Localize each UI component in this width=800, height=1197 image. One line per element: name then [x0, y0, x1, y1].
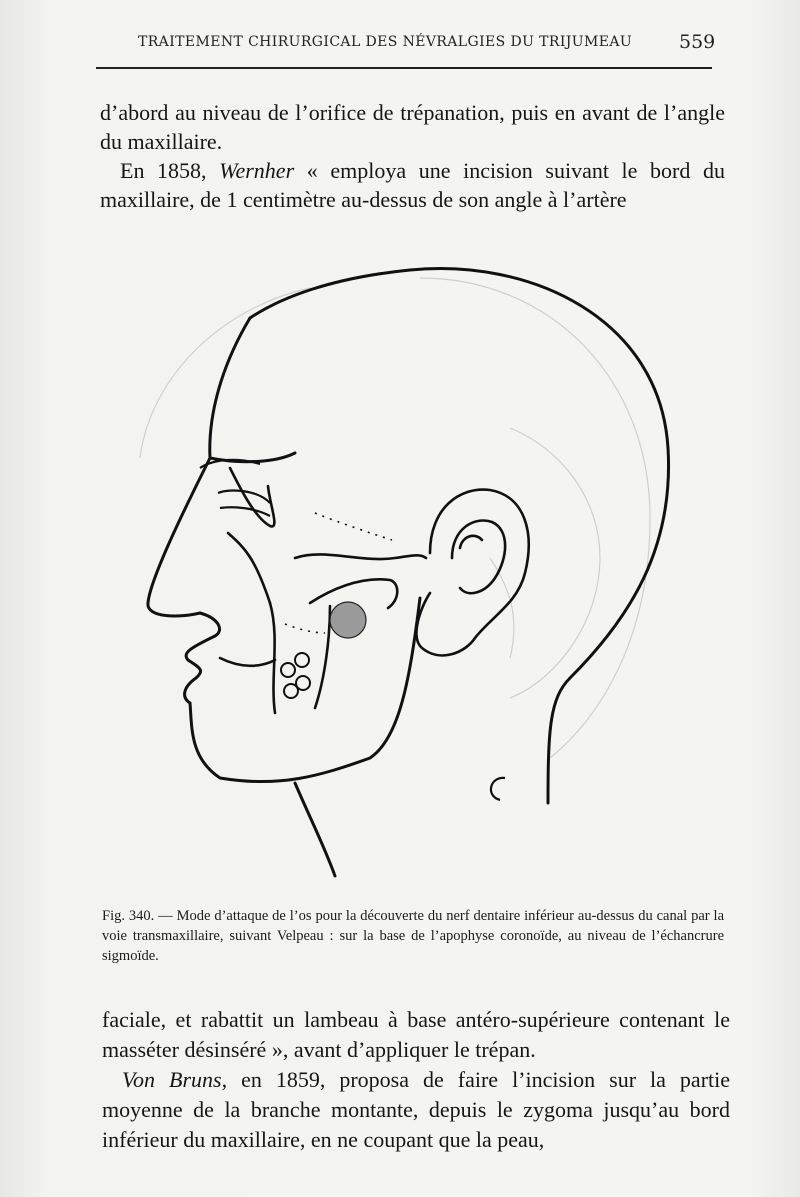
author-name-von-bruns: Von Bruns,: [122, 1067, 228, 1092]
text-fragment: En 1858,: [120, 158, 220, 183]
author-name-wernher: Wernher: [219, 158, 295, 183]
head-profile-illustration: [130, 258, 690, 888]
figure-340: [130, 258, 690, 888]
running-title: TRAITEMENT CHIRURGICAL DES NÉVRALGIES DU TRIJUMEAU: [138, 34, 633, 50]
ear: [417, 490, 529, 656]
body-text-top: [100, 98, 725, 214]
caption-text: — Mode d’attaque de l’os pour la découverte du nerf dentaire inférieur au-dessus du canal par la voie transmaxillaire, suivant Velpeau : sur la base de l’apophyse coronoïde, au niveau de l’échancrure sigmoïde.: [102, 908, 725, 964]
teeth-circles: [281, 653, 310, 698]
jaw-and-cheek-lines: [220, 468, 426, 713]
trepanation-site-marker: [330, 602, 366, 638]
paragraph-faciale: faciale, et rabattit un lambeau à base antéro-supérieure contenant le masséter désinséré », avant d’appliquer le trépan.: [102, 1007, 730, 1062]
text-fragment: « employa une incision suivant le bord du maxillaire, de 1 centimètre au-dessus de son angle à l’artère: [100, 158, 725, 212]
paragraph-von-bruns: [102, 1065, 730, 1155]
running-head: [0, 30, 800, 60]
page-number: 559: [679, 31, 716, 53]
text-fragment: en 1859, proposa de faire l’incision sur la partie moyenne de la branche montante, depuis le zygoma jusqu’au bord inférieur du maxillaire, en ne coupant que la peau,: [102, 1067, 731, 1152]
faint-background-sketch: [140, 278, 650, 758]
caption-label: Fig. 340.: [102, 908, 155, 924]
paragraph-continuation: d’abord au niveau de l’orifice de trépanation, puis en avant de l’angle du maxillaire.: [100, 100, 725, 154]
paragraph-wernher: [100, 156, 725, 214]
figure-caption: [102, 906, 724, 966]
eye: [200, 460, 270, 516]
head-outline: [148, 268, 669, 876]
header-rule: [96, 67, 712, 69]
body-text-bottom: [102, 1005, 730, 1155]
hook-mark: [491, 778, 505, 800]
